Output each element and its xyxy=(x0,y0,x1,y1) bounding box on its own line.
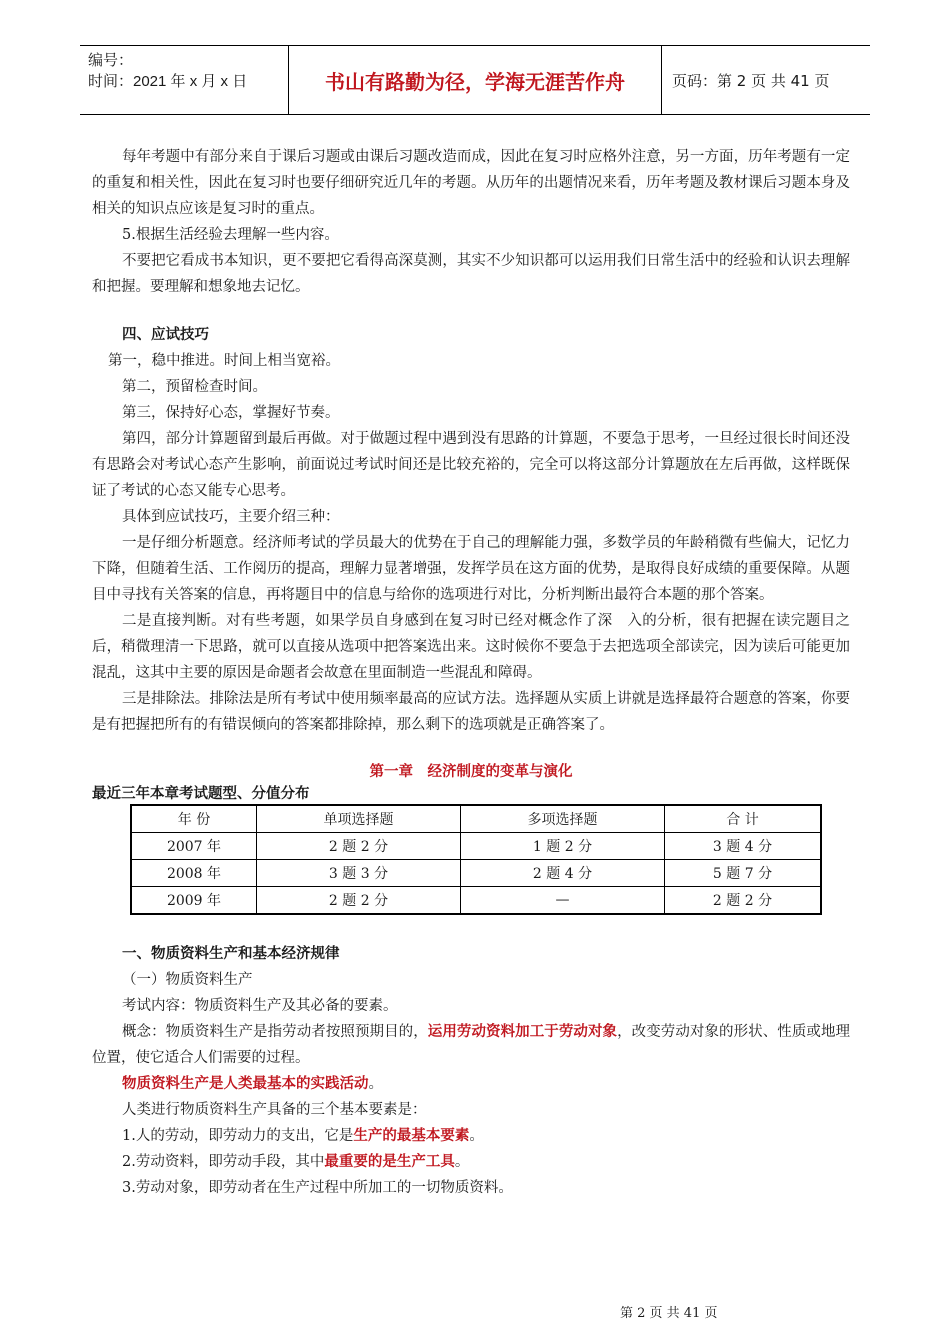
table-title: 最近三年本章考试题型、分值分布 xyxy=(92,786,310,802)
paragraph: 人类进行物质资料生产具备的三个基本要素是： xyxy=(122,1102,427,1118)
text-run: 。 xyxy=(368,1076,383,1092)
column-header: 年 份 xyxy=(131,805,257,833)
table-cell: 2 题 2 分 xyxy=(257,833,461,860)
table-cell: 2009 年 xyxy=(131,887,257,915)
element-item xyxy=(92,1123,850,1149)
paragraph: 三是排除法。排除法是所有考试中使用频率最高的应试方法。选择题从实质上讲就是选择最符合题意的答案，你要是有把握把所有的有错误倾向的答案都排除掉，那么剩下的选项就是正确答案了。 xyxy=(92,691,850,733)
header-meta xyxy=(80,46,288,114)
paragraph: 具体到应试技巧，主要介绍三种： xyxy=(122,509,340,525)
score-distribution-table xyxy=(130,804,822,915)
text-run: ，改变劳动对象的形状、性质或地理位置，使它适合人们需要的过程。 xyxy=(92,1024,851,1066)
table-cell: 3 题 3 分 xyxy=(257,860,461,887)
chapter-title: 第一章 经济制度的变革与演化 xyxy=(369,764,573,780)
text-run: 。 xyxy=(454,1154,470,1170)
table-cell: — xyxy=(461,887,665,915)
page-footer: 第 2 页 共 41 页 xyxy=(620,1306,718,1321)
highlight-text: 运用劳动资料加工于劳动对象 xyxy=(427,1024,618,1040)
table-cell: 2 题 4 分 xyxy=(461,860,665,887)
concept-paragraph xyxy=(92,1019,850,1071)
section-heading: 四、应试技巧 xyxy=(122,327,209,343)
table-row xyxy=(131,887,821,915)
paragraph: 考试内容：物质资料生产及其必备的要素。 xyxy=(122,998,398,1014)
paragraph: 第一，稳中推进。时间上相当宽裕。 xyxy=(108,353,340,369)
paragraph: 二是直接判断。对有些考题，如果学员自身感到在复习时已经对概念作了深 入的分析，很有把握在读完题目之后，稍微理清一下思路，就可以直接从选项中把答案选出来。这时候你不要急于去把选项全部读完，因为读后可能更加混乱，这其中主要的原因是命题者会故意在里面制造一些混乱和障碍。 xyxy=(92,613,850,681)
section-heading: 一、物质资料生产和基本经济规律 xyxy=(122,946,340,962)
column-header: 多项选择题 xyxy=(461,805,665,833)
table-row xyxy=(131,833,821,860)
header-page-info: 页码：第 2 页 共 41 页 xyxy=(672,71,830,90)
document-body xyxy=(92,144,850,1201)
table-row xyxy=(131,860,821,887)
time-label: 时间：2021 年 x 月 x 日 xyxy=(88,73,248,90)
paragraph: 第三，保持好心态，掌握好节奏。 xyxy=(122,405,340,421)
element-item xyxy=(92,1149,850,1175)
paragraph: 不要把它看成书本知识，更不要把它看得高深莫测，其实不少知识都可以运用我们日常生活中的经验和认识去理解和把握。要理解和想象地去记忆。 xyxy=(92,253,850,295)
text-run: 1.人的劳动，即劳动力的支出，它是 xyxy=(122,1128,354,1144)
paragraph: （一）物质资料生产 xyxy=(122,972,253,988)
element-item: 3.劳动对象，即劳动者在生产过程中所加工的一切物质资料。 xyxy=(122,1180,513,1196)
table-cell: 5 题 7 分 xyxy=(665,860,822,887)
table-header-row xyxy=(131,805,821,833)
text-run: 2.劳动资料，即劳动手段，其中 xyxy=(122,1154,325,1170)
number-label: 编号： xyxy=(88,52,134,69)
paragraph: 每年考题中有部分来自于课后习题或由课后习题改造而成，因此在复习时应格外注意，另一方面，历年考题有一定的重复和相关性，因此在复习时也要仔细研究近几年的考题。从历年的出题情况来看，历年考题及教材课后习题本身及相关的知识点应该是复习时的重点。 xyxy=(92,149,850,217)
paragraph: 一是仔细分析题意。经济师考试的学员最大的优势在于自己的理解能力强，多数学员的年龄稍微有些偏大，记忆力下降，但随着生活、工作阅历的提高，理解力显著增强，发挥学员在这方面的优势，是取得良好成绩的重要保障。从题目中寻找有关答案的信息，再将题目中的信息与给你的选项进行对比，分析判断出最符合本题的那个答案。 xyxy=(92,535,850,603)
column-header: 合 计 xyxy=(665,805,822,833)
highlight-text: 最重要的是生产工具 xyxy=(324,1154,455,1170)
paragraph: 第二，预留检查时间。 xyxy=(122,379,267,395)
highlight-text: 物质资料生产是人类最基本的实践活动 xyxy=(122,1076,369,1092)
table-cell: 2 题 2 分 xyxy=(257,887,461,915)
table-cell: 2 题 2 分 xyxy=(665,887,822,915)
basic-activity-paragraph xyxy=(92,1071,850,1097)
column-header: 单项选择题 xyxy=(257,805,461,833)
text-run: 。 xyxy=(469,1128,484,1144)
paragraph: 5.根据生活经验去理解一些内容。 xyxy=(122,227,339,243)
table-cell: 3 题 4 分 xyxy=(665,833,822,860)
paragraph: 第四，部分计算题留到最后再做。对于做题过程中遇到没有思路的计算题，不要急于思考，一旦经过很长时间还没有思路会对考试心态产生影响，前面说过考试时间还是比较充裕的，完全可以将这部分计算题放在左后再做，这样既保证了考试的心态又能专心思考。 xyxy=(92,431,850,499)
table-cell: 1 题 2 分 xyxy=(461,833,665,860)
page-header xyxy=(80,45,870,115)
text-run: 概念：物质资料生产是指劳动者按照预期目的， xyxy=(122,1024,428,1040)
table-cell: 2007 年 xyxy=(131,833,257,860)
highlight-text: 生产的最基本要素 xyxy=(353,1128,470,1144)
table-cell: 2008 年 xyxy=(131,860,257,887)
header-motto: 书山有路勤为径，学海无涯苦作舟 xyxy=(288,46,662,114)
